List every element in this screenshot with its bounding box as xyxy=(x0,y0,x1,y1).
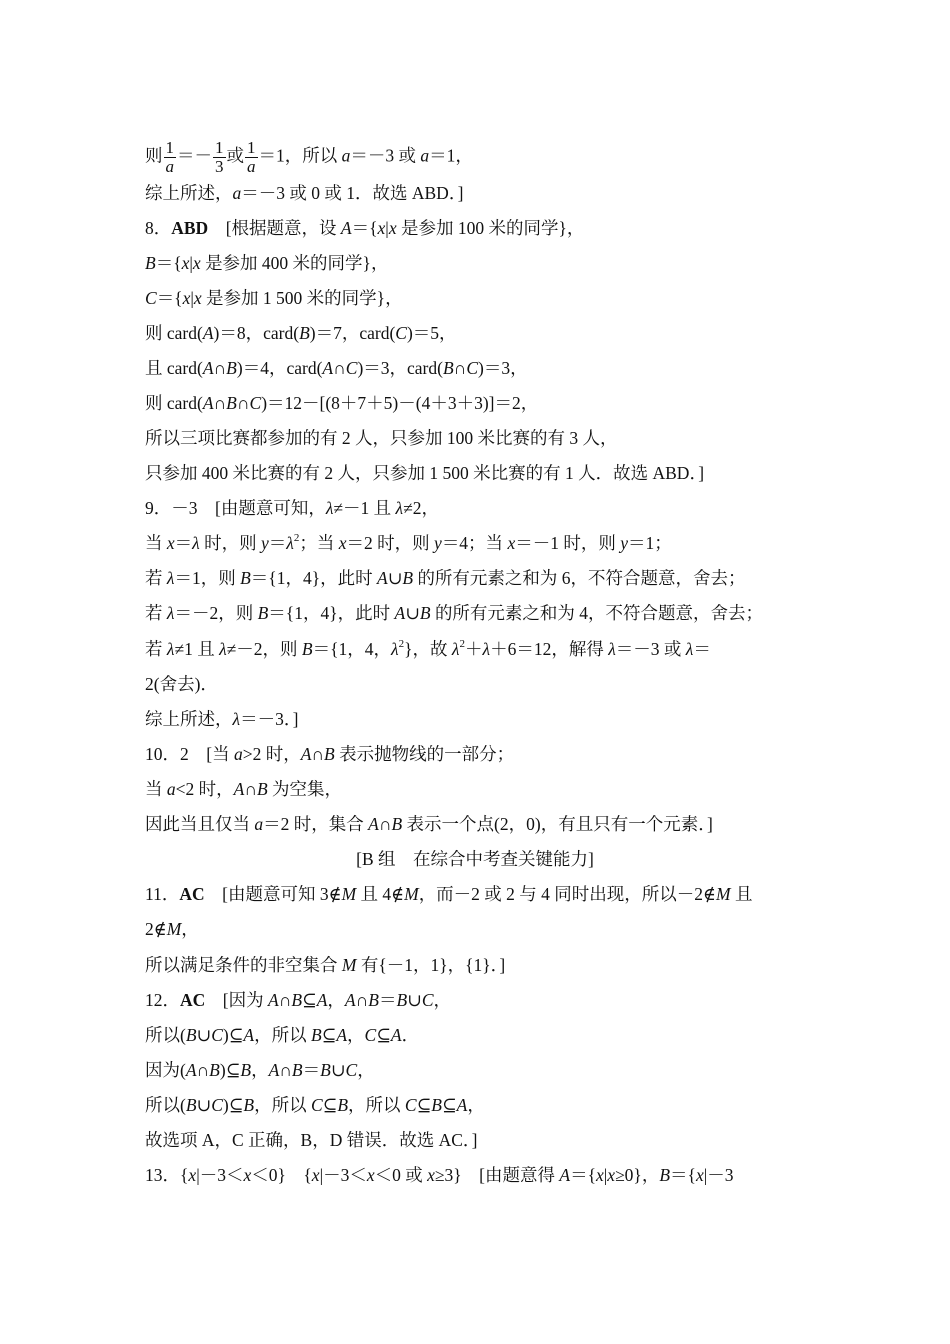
text-span: x xyxy=(607,1165,616,1185)
text-span: }，故 xyxy=(404,639,452,659)
text-span: x xyxy=(192,253,201,273)
text-span: ∩ xyxy=(236,393,250,413)
text-span: y xyxy=(261,533,269,553)
text-span: ∩ xyxy=(213,393,227,413)
text-span: ≥0}， xyxy=(615,1165,660,1185)
text-span: C xyxy=(466,358,478,378)
text-span: 所以满足条件的非空集合 xyxy=(145,955,342,975)
text-span: A xyxy=(185,1060,197,1080)
text-span: 且 card( xyxy=(145,358,203,378)
text-span: B xyxy=(396,990,408,1010)
answer-9-line xyxy=(145,500,439,518)
text-span: M xyxy=(166,919,182,939)
text-line xyxy=(145,638,711,659)
text-span: B xyxy=(291,1060,303,1080)
text-span: ∪ xyxy=(196,1095,212,1115)
text-span: 为空集， xyxy=(267,779,343,799)
text-span: ＝{ xyxy=(670,1165,696,1185)
text-span: B xyxy=(402,568,414,588)
text-span: ＜0 或 xyxy=(374,1165,428,1185)
text-span: λ xyxy=(192,533,200,553)
text-span: 8． xyxy=(145,218,172,238)
text-span: [由题意可知 3∉ xyxy=(204,884,342,904)
text-span: <2 时， xyxy=(175,779,234,799)
text-span: 因为( xyxy=(145,1060,186,1080)
text-span: 且 4∉ xyxy=(356,884,405,904)
answer-label: AC xyxy=(180,990,206,1010)
text-line xyxy=(145,290,403,308)
text-line xyxy=(145,957,505,975)
text-span: 9．－3 [由题意可知， xyxy=(145,498,326,518)
text-span: C xyxy=(395,323,407,343)
text-span: M xyxy=(341,955,357,975)
text-span: λ xyxy=(166,568,175,588)
text-span: ＝－ xyxy=(177,145,212,166)
text-span: | xyxy=(385,218,389,238)
text-span: λ xyxy=(451,639,460,659)
text-span: ＝－1 时，则 xyxy=(515,533,621,553)
text-span: ∩ xyxy=(311,744,325,764)
text-span: 2 xyxy=(398,638,405,650)
text-span: B xyxy=(299,323,310,343)
section-heading xyxy=(0,851,950,869)
text-span: ＝4；当 xyxy=(441,533,508,553)
text-line xyxy=(145,921,199,939)
text-span: ∪ xyxy=(196,1025,212,1045)
text-line xyxy=(145,139,473,176)
fraction xyxy=(164,139,177,176)
text-line xyxy=(145,1097,485,1115)
text-span: ⊆ xyxy=(416,1095,432,1115)
text-line xyxy=(145,255,388,273)
answer-8-line xyxy=(145,220,584,238)
text-span: ＝2 时，则 xyxy=(346,533,435,553)
text-span: )＝5， xyxy=(406,323,457,343)
text-span: ≠－1 且 xyxy=(333,498,396,518)
text-span: x xyxy=(188,1165,197,1185)
text-span: ， xyxy=(433,990,452,1010)
text-span: 只参加 400 米比赛的有 2 人，只参加 1 500 米比赛的有 1 人．故选 ABD．] xyxy=(145,463,705,483)
text-line xyxy=(145,1027,419,1045)
text-span: a xyxy=(254,814,264,834)
text-line xyxy=(145,605,763,623)
text-line xyxy=(145,185,463,203)
text-span: λ xyxy=(286,533,294,553)
text-span: A xyxy=(243,1025,255,1045)
text-span: B xyxy=(291,990,303,1010)
text-span: 则 card( xyxy=(145,323,203,343)
text-span: ≠－2，则 xyxy=(226,639,302,659)
text-span: A xyxy=(390,1025,402,1045)
text-span: A xyxy=(368,814,379,834)
text-span: ． xyxy=(401,1025,420,1045)
text-span: x xyxy=(182,288,191,308)
text-span: ∩ xyxy=(333,358,346,378)
text-span: )⊆ xyxy=(222,1095,244,1115)
text-span: ， xyxy=(467,1095,485,1115)
text-span: λ xyxy=(325,498,334,518)
text-span: 是参加 400 米的同学}， xyxy=(200,253,389,273)
text-span: ，而－2 或 2 与 4 同时出现，所以－2∉ xyxy=(418,884,717,904)
text-span: B xyxy=(226,393,237,413)
text-line xyxy=(145,360,528,378)
text-span: B xyxy=(185,1095,197,1115)
text-span: )＝3， xyxy=(478,358,528,378)
text-span: C xyxy=(211,1025,223,1045)
text-span: ∩ xyxy=(244,779,257,799)
answer-11-line xyxy=(145,886,752,904)
text-span: |－3＜ xyxy=(196,1165,244,1185)
text-span: ⊆ xyxy=(322,1095,338,1115)
text-span: ＝2 时，集合 xyxy=(263,814,369,834)
text-span: 所以( xyxy=(145,1025,186,1045)
text-span: a xyxy=(341,145,351,166)
text-span: C xyxy=(421,990,434,1010)
text-span: C xyxy=(345,358,358,378)
text-span: ， xyxy=(181,919,199,939)
text-line xyxy=(145,676,218,694)
text-span: ∪ xyxy=(407,990,422,1010)
text-span: a xyxy=(232,183,242,203)
text-span: 当 xyxy=(145,779,167,799)
text-span: | xyxy=(603,1165,608,1185)
text-span: y xyxy=(620,533,628,553)
text-span: 故选项 A，C 正确，B，D 错误．故选 AC．] xyxy=(145,1130,478,1150)
text-span: A xyxy=(376,568,388,588)
text-span: B xyxy=(368,990,379,1010)
text-span: a xyxy=(165,157,174,176)
text-span: 所以三项比赛都参加的有 2 人，只参加 100 米比赛的有 3 人， xyxy=(145,428,618,448)
text-span: >2 时， xyxy=(242,744,301,764)
text-span: ＝－3．] xyxy=(240,709,299,729)
text-span: | xyxy=(190,288,194,308)
text-span: ＝－2，则 xyxy=(174,603,258,623)
text-span: ＝{1，4， xyxy=(312,639,392,659)
text-span: x xyxy=(595,1165,604,1185)
text-span: 或 xyxy=(226,145,244,166)
text-span: 2∉ xyxy=(145,919,167,939)
text-span: 所以( xyxy=(145,1095,186,1115)
text-span: 13．{ xyxy=(145,1165,189,1185)
text-span: ，所以 xyxy=(348,1095,405,1115)
text-span: A xyxy=(202,358,214,378)
text-span: ＝{1，4}，此时 xyxy=(268,603,395,623)
text-span: 若 xyxy=(145,603,167,623)
text-span: ， xyxy=(347,1025,365,1045)
text-span: ＝－3 或 xyxy=(615,639,686,659)
text-span: ；当 xyxy=(299,533,339,553)
text-span: B xyxy=(431,1095,442,1115)
text-span: 1 xyxy=(165,138,174,157)
text-span: A xyxy=(202,323,214,343)
answer-10-line xyxy=(145,746,514,764)
text-span: ⊆ xyxy=(321,1025,337,1045)
text-span: B xyxy=(337,1095,349,1115)
text-span: x xyxy=(166,533,175,553)
text-span: ∩ xyxy=(355,990,369,1010)
text-span: x xyxy=(181,253,190,273)
text-span: C xyxy=(364,1025,377,1045)
text-span: ∩ xyxy=(196,1060,210,1080)
text-span: a xyxy=(247,157,256,176)
text-span: B xyxy=(391,814,403,834)
text-span: B xyxy=(310,1025,322,1045)
text-line xyxy=(145,1132,478,1150)
text-span: A xyxy=(559,1165,571,1185)
text-span: B xyxy=(185,1025,197,1045)
text-span: x xyxy=(311,1165,320,1185)
text-span: 若 xyxy=(145,568,167,588)
text-span: [B 组 在综合中考查关键能力] xyxy=(356,849,594,869)
text-span: 综上所述， xyxy=(145,183,233,203)
text-span: λ xyxy=(166,603,175,623)
text-span: ＝{ xyxy=(570,1165,596,1185)
text-span: λ xyxy=(608,639,616,659)
text-span: ⊆ xyxy=(376,1025,391,1045)
text-span: a xyxy=(420,145,430,166)
text-span: 1 xyxy=(247,138,256,157)
text-span: ∩ xyxy=(279,1060,292,1080)
answer-12-line xyxy=(145,992,451,1010)
text-span: ＝{ xyxy=(156,288,183,308)
text-span: ＝1，则 xyxy=(174,568,241,588)
text-span: x xyxy=(193,288,202,308)
text-span: B xyxy=(243,1095,255,1115)
text-span: 则 card( xyxy=(145,393,203,413)
text-span: | xyxy=(189,253,193,273)
text-span: ＜0} { xyxy=(251,1165,312,1185)
text-span: B xyxy=(226,358,237,378)
answer-label: AC xyxy=(179,884,205,904)
text-span: 2 xyxy=(459,638,465,650)
text-span: A xyxy=(233,779,245,799)
answer-13-line xyxy=(145,1167,733,1185)
text-span: ，所以 xyxy=(254,1095,311,1115)
text-span: A xyxy=(268,1060,280,1080)
text-span: [根据题意，设 xyxy=(208,218,341,238)
text-span: C xyxy=(145,288,157,308)
text-span: C xyxy=(249,393,262,413)
text-span: λ xyxy=(685,639,694,659)
text-span: 是参加 1 500 米的同学}， xyxy=(201,288,403,308)
text-span: A xyxy=(267,990,279,1010)
text-span: M xyxy=(341,884,357,904)
text-span: λ xyxy=(219,639,227,659)
text-span: 12． xyxy=(145,990,180,1010)
text-span: a xyxy=(233,744,243,764)
text-line xyxy=(145,711,298,729)
text-span: ＝－3 或 0 或 1．故选 ABD．] xyxy=(241,183,464,203)
text-span: 当 xyxy=(145,533,167,553)
text-line xyxy=(145,325,457,343)
text-span: x xyxy=(377,218,386,238)
text-span: A xyxy=(394,603,406,623)
text-span: λ xyxy=(166,639,175,659)
text-span: 表示一个点(2，0)，有且只有一个元素．] xyxy=(402,814,713,834)
text-span: A xyxy=(300,744,312,764)
text-span: 则 xyxy=(145,145,163,166)
text-line xyxy=(145,570,746,588)
text-line xyxy=(145,430,618,448)
text-span: ＝ xyxy=(378,990,397,1010)
text-span: 因此当且仅当 xyxy=(145,814,255,834)
text-span: |－3 xyxy=(703,1165,734,1185)
fraction xyxy=(245,139,258,176)
text-span: ＝1； xyxy=(628,533,672,553)
text-span: ， xyxy=(251,1060,269,1080)
text-span: A xyxy=(336,1025,348,1045)
text-span: C xyxy=(345,1060,358,1080)
text-line xyxy=(145,395,538,413)
text-span: 3 xyxy=(215,157,224,176)
text-span: x xyxy=(507,533,516,553)
text-span: λ xyxy=(391,639,399,659)
text-span: ＋6＝12，解得 xyxy=(490,639,609,659)
text-span: )＝12－[(8＋7＋5)－(4＋3＋3)]＝2， xyxy=(261,393,539,413)
fraction xyxy=(213,139,226,176)
answer-label: ABD xyxy=(171,218,209,238)
text-span: B xyxy=(145,253,156,273)
text-span: ∪ xyxy=(330,1060,346,1080)
text-span: 有{－1，1}，{1}．] xyxy=(356,955,506,975)
text-span: B xyxy=(442,358,454,378)
text-span: )＝7，card( xyxy=(309,323,396,343)
text-span: )⊆ xyxy=(219,1060,241,1080)
text-span: ∪ xyxy=(387,568,403,588)
text-span: A xyxy=(456,1095,468,1115)
text-span: ＝－3 或 xyxy=(350,145,421,166)
text-span: ＝1，所以 xyxy=(258,145,342,166)
text-line xyxy=(145,816,713,834)
text-span: 2(舍去)． xyxy=(145,674,218,694)
text-span: )＝8，card( xyxy=(213,323,300,343)
text-span: 时，则 xyxy=(199,533,261,553)
text-line xyxy=(145,465,704,483)
text-span: a xyxy=(166,779,176,799)
text-span: x xyxy=(388,218,397,238)
text-span: ∩ xyxy=(213,358,227,378)
text-span: λ xyxy=(395,498,404,518)
text-span: ∩ xyxy=(453,358,467,378)
text-span: C xyxy=(211,1095,223,1115)
text-span: ≠1 且 xyxy=(174,639,220,659)
text-span: 的所有元素之和为 4，不符合题意，舍去； xyxy=(430,603,764,623)
text-span: λ xyxy=(482,639,491,659)
text-span: ∪ xyxy=(405,603,420,623)
text-span: ＋ xyxy=(464,639,483,659)
text-line xyxy=(145,781,342,799)
text-span: 是参加 100 米的同学}， xyxy=(396,218,585,238)
text-span: B xyxy=(659,1165,671,1185)
text-span: A xyxy=(340,218,352,238)
text-span: ＝{ xyxy=(351,218,378,238)
text-span: ⊆ xyxy=(441,1095,457,1115)
text-span: ，所以 xyxy=(254,1025,311,1045)
text-span: B xyxy=(209,1060,220,1080)
text-span: B xyxy=(324,744,335,764)
text-span: B xyxy=(257,603,269,623)
text-span: 2 xyxy=(293,532,300,544)
text-span: B xyxy=(240,1060,252,1080)
text-span: 综上所述， xyxy=(145,709,233,729)
text-span: ＝{ xyxy=(155,253,182,273)
text-span: ＝1， xyxy=(429,145,473,166)
text-span: x xyxy=(427,1165,435,1185)
text-line xyxy=(145,1062,375,1080)
text-span: B xyxy=(320,1060,331,1080)
text-span: x xyxy=(338,533,347,553)
text-span: A xyxy=(344,990,356,1010)
text-span: B xyxy=(419,603,431,623)
text-span: M xyxy=(716,884,731,904)
text-span: 11． xyxy=(145,884,180,904)
text-span: x xyxy=(695,1165,704,1185)
text-span: ＝{1，4}，此时 xyxy=(250,568,377,588)
text-line xyxy=(145,532,672,553)
text-span: ∩ xyxy=(378,814,392,834)
text-span: ＝ xyxy=(174,533,193,553)
text-span: A xyxy=(316,990,328,1010)
text-span: λ xyxy=(232,709,241,729)
text-span: x xyxy=(243,1165,252,1185)
text-span: )＝4，card( xyxy=(236,358,323,378)
text-span: ， xyxy=(327,990,345,1010)
text-span: C xyxy=(310,1095,323,1115)
text-span: 若 xyxy=(145,639,167,659)
text-span: ＝ xyxy=(302,1060,321,1080)
text-span: A xyxy=(202,393,214,413)
text-span: ∩ xyxy=(278,990,292,1010)
text-span: ＝ xyxy=(693,639,711,659)
text-span: 表示抛物线的一部分； xyxy=(334,744,515,764)
text-span: ， xyxy=(357,1060,375,1080)
text-span: 的所有元素之和为 6，不符合题意，舍去； xyxy=(413,568,746,588)
text-span: B xyxy=(240,568,251,588)
text-span: )＝3，card( xyxy=(357,358,443,378)
text-span: M xyxy=(404,884,419,904)
text-span: 且 xyxy=(730,884,753,904)
text-span: 10．2 [当 xyxy=(145,744,234,764)
text-span: ≠2， xyxy=(403,498,439,518)
text-span: ≥3} [由题意得 xyxy=(434,1165,560,1185)
text-span: B xyxy=(301,639,313,659)
text-span: )⊆ xyxy=(222,1025,244,1045)
text-span: B xyxy=(256,779,268,799)
text-span: [因为 xyxy=(205,990,268,1010)
text-span: y xyxy=(434,533,442,553)
text-span: 1 xyxy=(215,138,224,157)
text-span: x xyxy=(366,1165,375,1185)
text-span: ⊆ xyxy=(302,990,317,1010)
text-span: A xyxy=(322,358,334,378)
text-span: ＝ xyxy=(268,533,287,553)
text-span: C xyxy=(404,1095,417,1115)
text-span: |－3＜ xyxy=(319,1165,367,1185)
